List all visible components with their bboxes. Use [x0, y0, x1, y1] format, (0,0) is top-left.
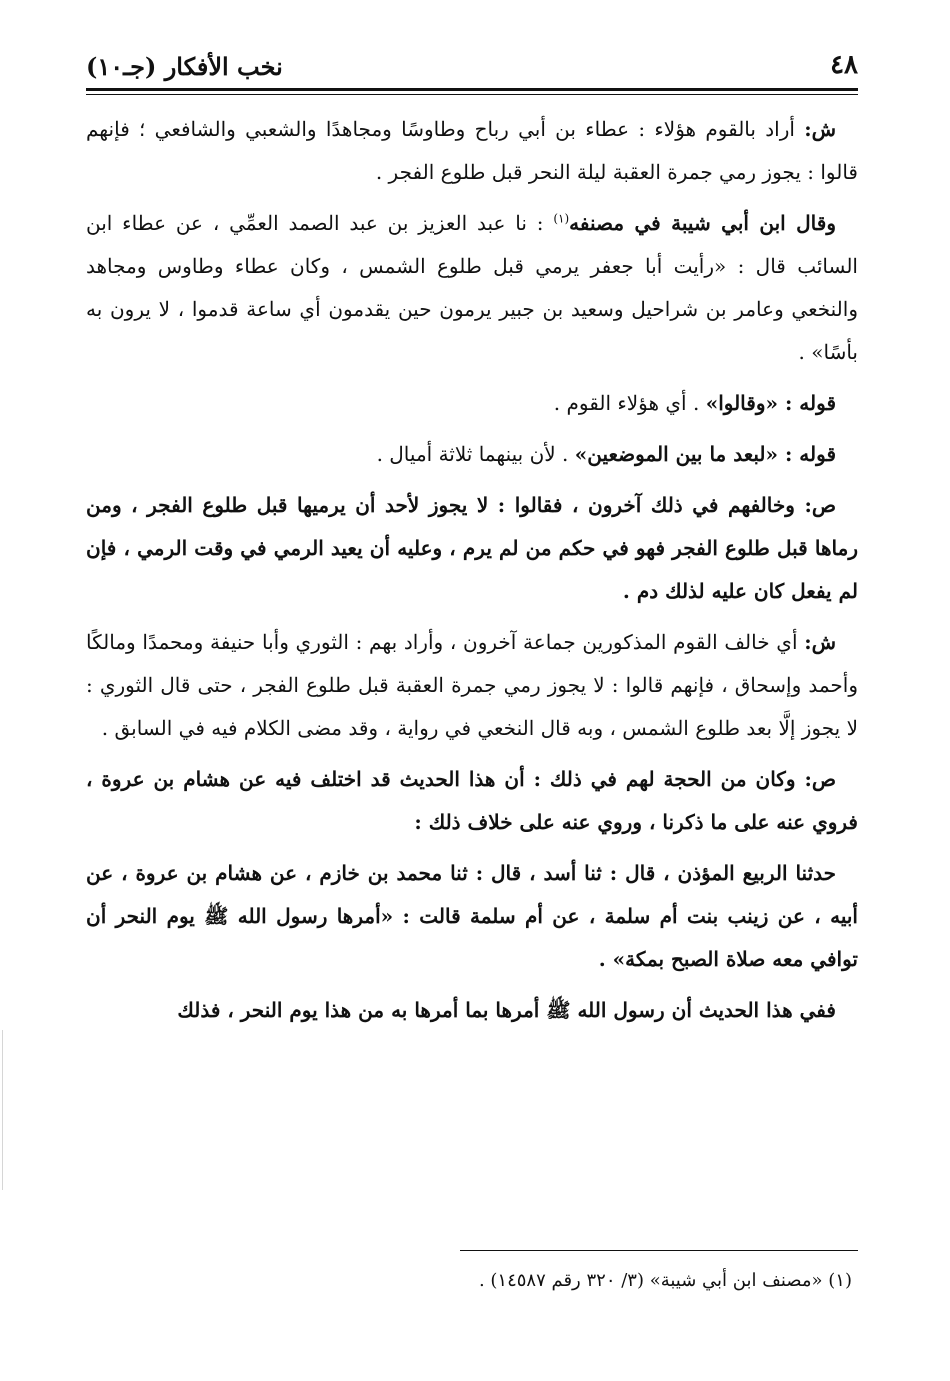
paragraph-text: أراد بالقوم هؤلاء : عطاء بن أبي رباح وطاوسًا ومجاهدًا والشعبي والشافعي ؛ فإنهم قالوا : يجوز رمي جمرة العقبة ليلة النحر قبل طلوع الفجر . [86, 117, 858, 184]
running-title: نخب الأفكار (جـ١٠) [86, 52, 283, 81]
paragraph-3 [86, 382, 858, 425]
footnotes [86, 1266, 858, 1296]
paragraph-1 [86, 108, 858, 194]
paragraph-9 [86, 989, 858, 1032]
paragraph-5 [86, 484, 858, 613]
main-text [86, 108, 858, 1040]
footnote-1: (١) «مصنف ابن أبي شيبة» (٣/ ٣٢٠ رقم ١٤٥٨٧) . [478, 1270, 852, 1291]
header-rule-thick [86, 88, 858, 91]
scan-edge-mark [2, 1030, 3, 1190]
paragraph-text: . لأن بينهما ثلاثة أميال . [376, 442, 575, 466]
header-rule-thin [86, 94, 858, 95]
paragraph-6 [86, 621, 858, 750]
paragraph-text: أي خالف القوم المذكورين جماعة آخرون ، وأراد بهم : الثوري وأبا حنيفة ومحمدًا ومالكًا وأحمد وإسحاق ، فإنهم قالوا : لا يجوز رمي جمرة العقبة قبل طلوع الفجر ، حتى قال الثوري : لا يجوز إلَّا بعد طلوع الشمس ، وبه قال النخعي في رواية ، وقد مضى الكلام فيه في السابق . [86, 630, 858, 740]
paragraph-text: حدثنا الربيع المؤذن ، قال : ثنا أسد ، قال : ثنا محمد بن خازم ، عن هشام بن عروة ، عن أبيه ، عن زينب بنت أم سلمة ، عن أم سلمة قالت : «أمرها رسول الله ﷺ يوم النحر أن توافي معه صلاة الصبح بمكة» . [86, 861, 858, 971]
paragraph-4 [86, 433, 858, 476]
paragraph-lead: قوله : «لبعد ما بين الموضعين» [574, 442, 836, 466]
paragraph-2 [86, 202, 858, 374]
paragraph-text: : نا عبد العزيز بن عبد الصمد العمِّي ، عن عطاء ابن السائب قال : «رأيت أبا جعفر يرمي قبل طلوع الشمس ، وكان عطاء وطاوس ومجاهد والنخعي وعامر بن شراحيل وسعيد بن جبير يرمون حين يقدمون أي ساعة قدموا ، لا يرون به بأسًا» . [86, 211, 858, 364]
paragraph-lead: قوله : «وقالوا» [705, 391, 836, 415]
paragraph-text: ففي هذا الحديث أن رسول الله ﷺ أمرها بما أمرها به من هذا يوم النحر ، فذلك [177, 998, 836, 1022]
paragraph-text: وخالفهم في ذلك آخرون ، فقالوا : لا يجوز لأحد أن يرميها قبل طلوع الفجر ، ومن رماها قبل طلوع الفجر فهو في حكم من لم يرم ، وعليه أن يعيد الرمي في وقت الرمي ، فإن لم يفعل كان عليه لذلك دم . [86, 493, 858, 603]
paragraph-text: وكان من الحجة لهم في ذلك : أن هذا الحديث قد اختلف فيه عن هشام بن عروة ، فروي عنه على ما ذكرنا ، وروي عنه على خلاف ذلك : [86, 767, 858, 834]
commentary-label: ش: [804, 630, 836, 654]
text-label: ص: [804, 767, 837, 791]
paragraph-text: . أي هؤلاء القوم . [553, 391, 706, 415]
paragraph-7 [86, 758, 858, 844]
commentary-label: ش: [804, 117, 836, 141]
page-header [86, 48, 858, 88]
paragraph-8 [86, 852, 858, 981]
paragraph-lead: وقال ابن أبي شيبة في مصنفه [569, 211, 836, 235]
text-label: ص: [804, 493, 836, 517]
footnote-separator [460, 1250, 858, 1251]
page-number: ٤٨ [830, 50, 858, 80]
footnote-reference[interactable]: (١) [553, 211, 570, 226]
